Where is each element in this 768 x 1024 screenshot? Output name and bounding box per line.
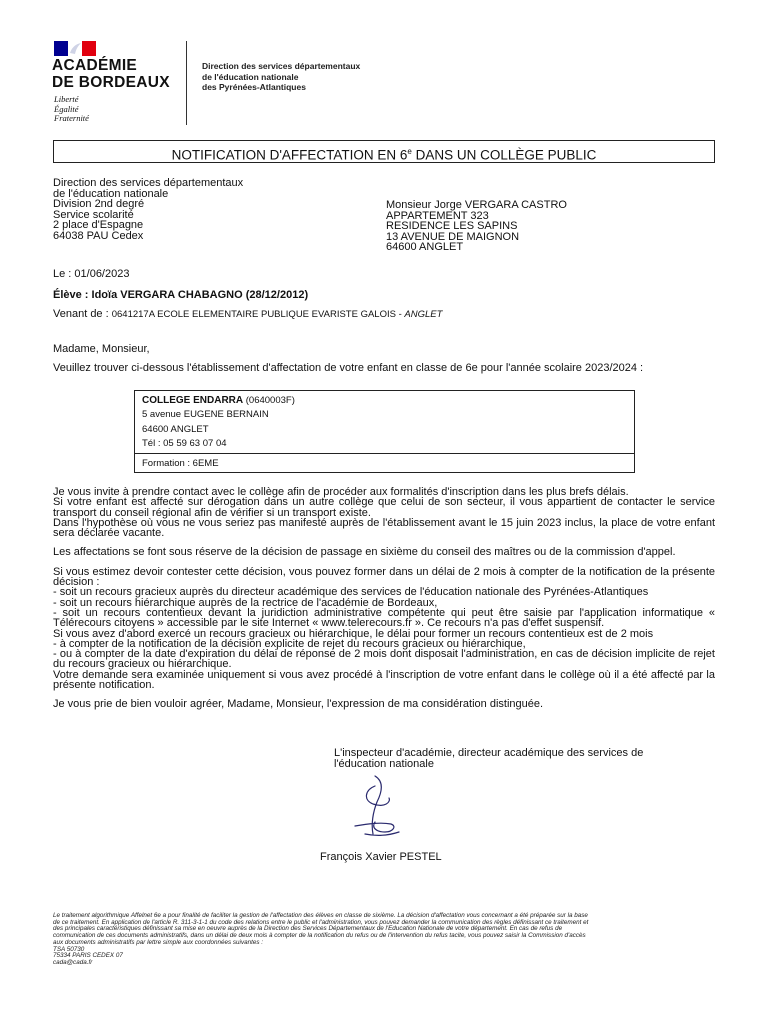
student-name: Élève : Idoïa VERGARA CHABAGNO (28/12/2012): [53, 289, 309, 301]
recipient-address: [386, 200, 567, 253]
college-info-box: [134, 390, 635, 473]
academie-logo-text: [52, 57, 170, 91]
title-superscript: e: [407, 147, 412, 156]
title-text-end: DANS UN COLLÈGE PUBLIC: [411, 147, 597, 163]
recipient-line: 64600 ANGLET: [386, 241, 464, 253]
footer-line: communication de ces documents administratifs, dans un délai de deux mois à compter de la notification du refus ou de l'intervention du refus tacite, vous pouvez saisir la Commission d'accès: [53, 932, 586, 940]
logo-line-2: DE BORDEAUX: [52, 74, 170, 91]
body-line: Dans l'hypothèse où vous ne vous seriez pas manifesté auprès de l'établissement avant le 15 juin 2023 inclus, la place de votre enfant sera déclarée vacante.: [53, 516, 715, 540]
dsden-heading: [202, 61, 360, 93]
legal-footer: [53, 913, 715, 967]
paragraph-closing: Je vous prie de bien vouloir agréer, Madame, Monsieur, l'expression de ma considération distinguée.: [53, 698, 544, 711]
dsden-line: Direction des services départementaux: [202, 61, 361, 71]
sender-address: [53, 178, 243, 241]
logo-line-1: ACADÉMIE: [52, 57, 138, 74]
body-line: - soit un recours contentieux devant la juridiction administrative compétente qui peut être saisie par l'application informatique « Télérecours citoyens » accessible par le site Internet « www.telerecours.fr ». Ce recours n'a pas d'effet suspensif.: [53, 606, 715, 630]
college-address: 5 avenue EUGENE BERNAIN: [142, 409, 269, 420]
republic-motto: [54, 95, 89, 124]
college-box-divider: [135, 453, 634, 454]
college-city: 64600 ANGLET: [142, 424, 209, 435]
sender-line: de l'éducation nationale: [53, 187, 169, 200]
marianne-flag-logo: [54, 41, 96, 56]
signatory-name: François Xavier PESTEL: [320, 851, 442, 863]
footer-line: cada@cada.fr: [53, 958, 93, 966]
recipient-line: RESIDENCE LES SAPINS: [386, 220, 518, 232]
document-title: [53, 140, 715, 163]
signatory-title: L'inspecteur d'académie, directeur académique des services de l'éducation nationale: [334, 747, 644, 770]
body-line: Je vous invite à prendre contact avec le collège afin de procéder aux formalités d'inscription dans les plus brefs délais.: [53, 486, 629, 498]
title-text: NOTIFICATION D'AFFECTATION EN 6: [171, 147, 408, 163]
sender-line: Division 2nd degré: [53, 198, 145, 210]
letter-date: Le : 01/06/2023: [53, 268, 130, 280]
dsden-line: des Pyrénées-Atlantiques: [202, 82, 306, 92]
body-line: Si vous avez d'abord exercé un recours gracieux ou hiérarchique, le délai pour former un recours contentieux est de 2 mois: [53, 627, 654, 640]
body-line: Si votre enfant est affecté sur dérogation dans un autre collège que celui de son secteur, il vous appartient de contacter le service transport du conseil régional afin de vérifier si un transport existe.: [53, 496, 715, 519]
previous-school-name: 0641217A ECOLE ELEMENTAIRE PUBLIQUE EVARISTE GALOIS -: [111, 309, 405, 320]
motto-egalite: Égalité: [54, 103, 79, 114]
college-phone: Tél : 05 59 63 07 04: [142, 438, 227, 449]
header-divider: [186, 41, 187, 125]
previous-school-city: ANGLET: [404, 309, 443, 320]
previous-school: [53, 308, 442, 320]
recipient-line: 13 AVENUE DE MAIGNON: [386, 230, 520, 243]
paragraph-recours: [53, 567, 715, 691]
intro-text: Veuillez trouver ci-dessous l'établissement d'affectation de votre enfant en classe de 6e pour l'année scolaire 2023/2024 :: [53, 362, 644, 374]
body-line: - ou à compter de la date d'expiration du délai de réponse de 2 mois dont disposait l'administration, en cas de décision implicite de rejet du recours gracieux ou hiérarchique.: [53, 648, 715, 671]
footer-line: 75334 PARIS CEDEX 07: [53, 952, 123, 960]
college-name-line: [142, 395, 295, 406]
letter-body: [53, 487, 715, 719]
college-code: (0640003F): [243, 395, 295, 406]
sender-line: 64038 PAU Cedex: [53, 229, 144, 242]
sender-line: Direction des services départementaux: [53, 177, 244, 189]
motto-liberte: Liberté: [54, 94, 79, 104]
footer-line: de ce traitement. En application de l'article R. 311-3-1-1 du code des relations entre le public et l'administration, vous pouvez demander la communication des règles définissant ce traitement et: [53, 918, 589, 926]
dsden-line: de l'éducation nationale: [202, 71, 299, 82]
sender-line: 2 place d'Espagne: [53, 219, 144, 231]
greeting: Madame, Monsieur,: [53, 343, 150, 355]
footer-line: TSA 50730: [53, 945, 85, 953]
recipient-line: APPARTEMENT 323: [386, 209, 489, 222]
previous-school-label: Venant de :: [53, 308, 112, 320]
body-line: - soit un recours hiérarchique auprès de la rectrice de l'académie de Bordeaux,: [53, 596, 438, 609]
motto-fraternite: Fraternité: [54, 113, 89, 124]
college-formation: Formation : 6EME: [142, 458, 219, 469]
paragraph-reserve: Les affectations se font sous réserve de la décision de passage en sixième du conseil des maîtres ou de la commission d'appel.: [53, 546, 676, 559]
paragraph-instructions: [53, 487, 715, 538]
body-line: Votre demande sera examinée uniquement si vous avez procédé à l'inscription de votre enfant dans le collège où il a été affecté par la présente notification.: [53, 668, 715, 692]
body-line: - à compter de la notification de la décision explicite de rejet du recours gracieux ou hiérarchique,: [53, 637, 526, 650]
body-line: Si vous estimez devoir contester cette décision, vous pouvez former dans un délai de 2 mois à compter de la notification de la présente décision :: [53, 565, 715, 589]
recipient-line: Monsieur Jorge VERGARA CASTRO: [386, 199, 567, 211]
college-name: COLLEGE ENDARRA: [142, 395, 244, 406]
footer-line: aux documents administratifs par lettre simple aux coordonnées suivantes :: [53, 938, 264, 946]
sender-line: Service scolarité: [53, 208, 134, 221]
footer-line: des principales caractéristiques définissant sa mise en oeuvre auprès de la Direction des Services Départementaux de l'Education Nationale de votre département. En cas de refus de: [53, 925, 563, 933]
footer-line: Le traitement algorithmique Affelnet 6e a pour finalité de faciliter la gestion de l'affectation des élèves en classe de sixième. La décision d'affectation vous concernant a été préparée sur la base: [53, 912, 588, 919]
body-line: - soit un recours gracieux auprès du directeur académique des services de l'éducation nationale des Pyrénées-Atlantiques: [53, 586, 649, 599]
handwritten-signature: [345, 772, 425, 844]
